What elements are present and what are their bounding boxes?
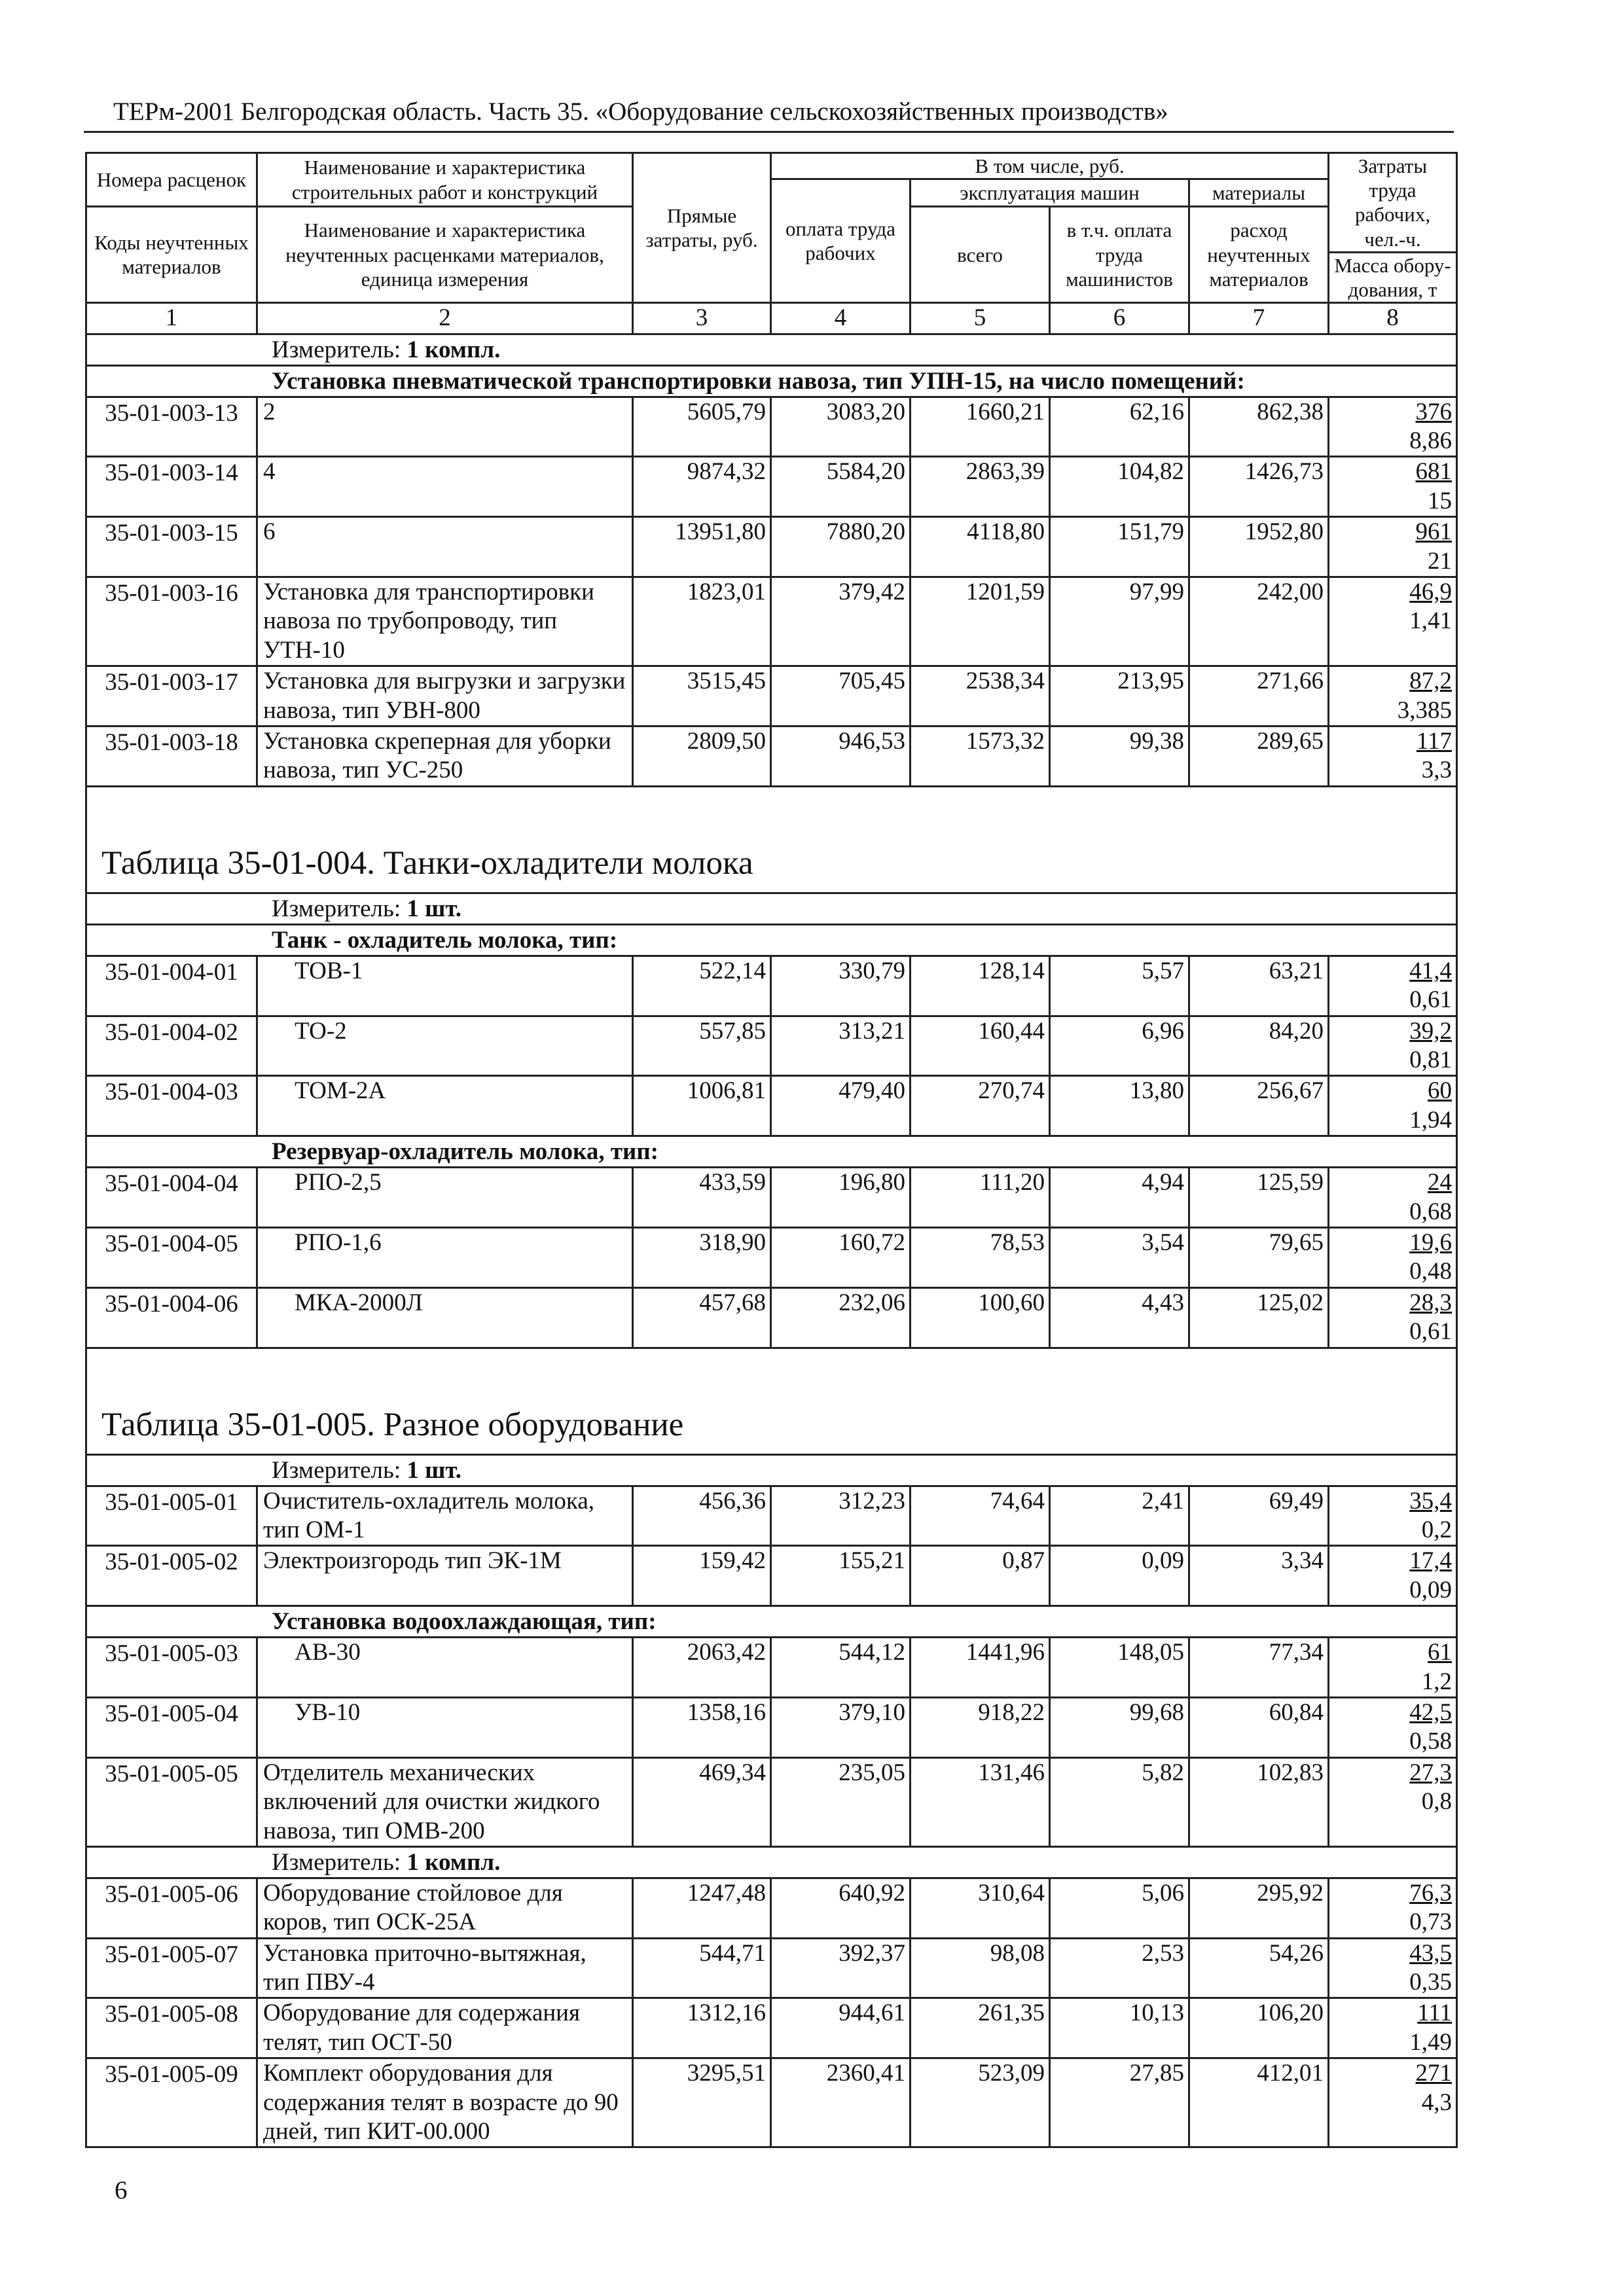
machinist-pay: 97,99 — [1050, 577, 1189, 666]
direct-costs: 469,34 — [633, 1757, 771, 1846]
rate-name: РПО-2,5 — [257, 1168, 633, 1228]
group-heading-row — [86, 365, 1457, 397]
labor-hours-and-mass — [1329, 1168, 1457, 1228]
machines-total: 128,14 — [911, 956, 1050, 1016]
equipment-mass: 1,94 — [1409, 1106, 1453, 1134]
col-equipment-mass-header: Масса обору-дования, т — [1329, 252, 1457, 302]
measure-value: 1 компл. — [406, 1848, 501, 1876]
rate-name: Очиститель-охладитель молока, тип ОМ-1 — [257, 1486, 633, 1546]
labor-pay: 944,61 — [771, 1998, 911, 2058]
rate-row — [86, 517, 1457, 577]
group-heading — [86, 924, 1457, 956]
machines-total: 100,60 — [911, 1287, 1050, 1348]
header-rule — [84, 131, 1454, 133]
labor-hours-and-mass — [1329, 1638, 1457, 1698]
labor-hours: 19,6 — [1409, 1229, 1453, 1256]
machines-total: 98,08 — [911, 1938, 1050, 1998]
labor-pay: 5584,20 — [771, 457, 911, 517]
rate-code: 35-01-005-04 — [86, 1697, 257, 1757]
direct-costs: 159,42 — [633, 1546, 771, 1606]
labor-pay: 379,42 — [771, 577, 911, 666]
machinist-pay: 5,06 — [1050, 1878, 1189, 1938]
labor-hours: 111 — [1417, 2000, 1453, 2027]
equipment-mass: 0,48 — [1409, 1258, 1453, 1285]
rate-row — [86, 1638, 1457, 1698]
direct-costs: 544,71 — [633, 1938, 771, 1998]
direct-costs: 1247,48 — [633, 1878, 771, 1938]
column-number: 5 — [911, 303, 1050, 334]
rate-row — [86, 1168, 1457, 1228]
machinist-pay: 4,94 — [1050, 1168, 1189, 1228]
col-work-name-header: Наименование и характеристика строительных работ и конструкций — [257, 153, 633, 207]
column-number: 6 — [1050, 303, 1189, 334]
rate-row — [86, 1076, 1457, 1136]
measure-cell — [86, 1454, 1457, 1486]
materials: 125,59 — [1189, 1168, 1329, 1228]
machines-total: 1660,21 — [911, 397, 1050, 457]
machinist-pay: 5,82 — [1050, 1757, 1189, 1846]
materials: 79,65 — [1189, 1227, 1329, 1287]
direct-costs: 1823,01 — [633, 577, 771, 666]
labor-pay: 379,10 — [771, 1697, 911, 1757]
rate-row — [86, 1287, 1457, 1348]
labor-pay: 232,06 — [771, 1287, 911, 1348]
direct-costs: 456,36 — [633, 1486, 771, 1546]
labor-pay: 392,37 — [771, 1938, 911, 1998]
equipment-mass: 4,3 — [1421, 2089, 1453, 2116]
rate-row — [86, 1938, 1457, 1998]
equipment-mass: 3,3 — [1421, 757, 1453, 784]
rate-name: ТОВ-1 — [257, 956, 633, 1016]
measure-label: Измеритель: — [272, 336, 407, 363]
materials: 3,34 — [1189, 1546, 1329, 1606]
rate-code: 35-01-003-15 — [86, 517, 257, 577]
equipment-mass: 1,2 — [1421, 1668, 1453, 1695]
rate-row — [86, 1998, 1457, 2058]
direct-costs: 5605,79 — [633, 397, 771, 457]
labor-hours: 76,3 — [1409, 1879, 1453, 1907]
rate-name: Комплект оборудования для содержания телят в возрасте до 90 дней, тип КИТ-00.000 — [257, 2058, 633, 2147]
rate-code: 35-01-004-02 — [86, 1016, 257, 1076]
machinist-pay: 10,13 — [1050, 1998, 1189, 2058]
direct-costs: 13951,80 — [633, 517, 771, 577]
rate-name: Оборудование для содержания телят, тип ОСТ-50 — [257, 1998, 633, 2058]
group-heading-text: Резервуар-охладитель молока, тип: — [272, 1138, 659, 1166]
materials: 63,21 — [1189, 956, 1329, 1016]
column-numbers-row — [86, 303, 1457, 334]
labor-hours: 24 — [1428, 1169, 1453, 1196]
labor-hours: 27,3 — [1409, 1759, 1453, 1786]
machinist-pay: 27,85 — [1050, 2058, 1189, 2147]
rate-row — [86, 2058, 1457, 2147]
direct-costs: 1312,16 — [633, 1998, 771, 2058]
rate-code: 35-01-003-18 — [86, 726, 257, 786]
machines-total: 1573,32 — [911, 726, 1050, 786]
measure-value: 1 шт. — [406, 1456, 462, 1484]
equipment-mass: 8,86 — [1409, 427, 1453, 455]
labor-hours: 28,3 — [1409, 1289, 1453, 1316]
labor-hours-and-mass — [1329, 1227, 1457, 1287]
labor-hours: 43,5 — [1409, 1939, 1453, 1967]
machinist-pay: 148,05 — [1050, 1638, 1189, 1698]
direct-costs: 9874,32 — [633, 457, 771, 517]
machinist-pay: 0,09 — [1050, 1546, 1189, 1606]
equipment-mass: 0,61 — [1409, 986, 1453, 1014]
direct-costs: 3295,51 — [633, 2058, 771, 2147]
labor-hours-and-mass — [1329, 1757, 1457, 1846]
col-direct-costs-header: Прямые затраты, руб. — [633, 153, 771, 303]
rate-row — [86, 1546, 1457, 1606]
machinist-pay: 62,16 — [1050, 397, 1189, 457]
labor-hours: 61 — [1428, 1639, 1453, 1666]
materials: 242,00 — [1189, 577, 1329, 666]
rate-row — [86, 956, 1457, 1016]
direct-costs: 3515,45 — [633, 666, 771, 726]
rate-row — [86, 666, 1457, 726]
col-material-usage-header: расход неучтенных материалов — [1189, 207, 1329, 303]
labor-pay: 479,40 — [771, 1076, 911, 1136]
rate-code: 35-01-003-16 — [86, 577, 257, 666]
rate-code: 35-01-005-08 — [86, 1998, 257, 2058]
direct-costs: 2063,42 — [633, 1638, 771, 1698]
rate-row — [86, 1016, 1457, 1076]
direct-costs: 522,14 — [633, 956, 771, 1016]
machines-total: 74,64 — [911, 1486, 1050, 1546]
equipment-mass: 0,61 — [1409, 1318, 1453, 1346]
materials: 54,26 — [1189, 1938, 1329, 1998]
rate-code: 35-01-003-17 — [86, 666, 257, 726]
materials: 102,83 — [1189, 1757, 1329, 1846]
column-number: 4 — [771, 303, 911, 334]
materials: 1952,80 — [1189, 517, 1329, 577]
machinist-pay: 13,80 — [1050, 1076, 1189, 1136]
rate-row — [86, 1757, 1457, 1846]
materials: 125,02 — [1189, 1287, 1329, 1348]
rate-name: 6 — [257, 517, 633, 577]
col-labor-hours-header: Затраты труда рабочих, чел.-ч. — [1329, 153, 1457, 253]
direct-costs: 318,90 — [633, 1227, 771, 1287]
rate-name: Оборудование стойловое для коров, тип ОСК-25А — [257, 1878, 633, 1938]
running-header: ТЕРм-2001 Белгородская область. Часть 35. «Оборудование сельскохозяйственных производств» — [113, 98, 1168, 126]
rate-name: Электроизгородь тип ЭК-1М — [257, 1546, 633, 1606]
column-number: 3 — [633, 303, 771, 334]
materials: 295,92 — [1189, 1878, 1329, 1938]
machines-total: 160,44 — [911, 1016, 1050, 1076]
machinist-pay: 213,95 — [1050, 666, 1189, 726]
labor-hours-and-mass — [1329, 1076, 1457, 1136]
table-title: Таблица 35-01-005. Разное оборудование — [86, 1348, 1457, 1454]
machinist-pay: 5,57 — [1050, 956, 1189, 1016]
labor-hours: 41,4 — [1409, 957, 1453, 984]
measure-row — [86, 1846, 1457, 1878]
labor-hours-and-mass — [1329, 397, 1457, 457]
equipment-mass: 1,49 — [1409, 2028, 1453, 2056]
machines-total: 4118,80 — [911, 517, 1050, 577]
rate-name: РПО-1,6 — [257, 1227, 633, 1287]
labor-hours: 35,4 — [1409, 1487, 1453, 1515]
rate-name: Установка для выгрузки и загрузки навоза, тип УВН-800 — [257, 666, 633, 726]
machines-total: 2538,34 — [911, 666, 1050, 726]
machinist-pay: 99,68 — [1050, 1697, 1189, 1757]
col-machinist-pay-header: в т.ч. оплата труда машинистов — [1050, 207, 1189, 303]
direct-costs: 457,68 — [633, 1287, 771, 1348]
rate-name: МКА-2000Л — [257, 1287, 633, 1348]
labor-hours-and-mass — [1329, 2058, 1457, 2147]
labor-hours: 46,9 — [1409, 579, 1453, 606]
measure-row — [86, 893, 1457, 924]
rate-row — [86, 1486, 1457, 1546]
labor-hours-and-mass — [1329, 1878, 1457, 1938]
labor-hours: 681 — [1415, 458, 1453, 486]
rate-code: 35-01-003-13 — [86, 397, 257, 457]
labor-hours-and-mass — [1329, 517, 1457, 577]
col-material-names-header: Наименование и характеристика неучтенных расценками материалов, единица измерения — [257, 207, 633, 303]
group-heading-row — [86, 1136, 1457, 1168]
labor-hours: 60 — [1428, 1077, 1453, 1105]
direct-costs: 433,59 — [633, 1168, 771, 1228]
labor-hours: 271 — [1415, 2060, 1453, 2087]
machinist-pay: 99,38 — [1050, 726, 1189, 786]
machinist-pay: 2,53 — [1050, 1938, 1189, 1998]
labor-pay: 155,21 — [771, 1546, 911, 1606]
machines-total: 111,20 — [911, 1168, 1050, 1228]
labor-hours-and-mass — [1329, 1546, 1457, 1606]
equipment-mass: 15 — [1428, 487, 1453, 514]
measure-label: Измеритель: — [272, 1456, 407, 1484]
rate-row — [86, 726, 1457, 786]
col-including-header: В том числе, руб. — [771, 153, 1329, 179]
col-labor-pay-header: оплата труда рабочих — [771, 179, 911, 303]
equipment-mass: 0,35 — [1409, 1969, 1453, 1996]
measure-value: 1 компл. — [406, 336, 501, 363]
rate-code: 35-01-004-01 — [86, 956, 257, 1016]
measure-row — [86, 334, 1457, 365]
labor-hours-and-mass — [1329, 666, 1457, 726]
machines-total: 918,22 — [911, 1697, 1050, 1757]
labor-pay: 705,45 — [771, 666, 911, 726]
direct-costs: 2809,50 — [633, 726, 771, 786]
column-number: 7 — [1189, 303, 1329, 334]
materials: 412,01 — [1189, 2058, 1329, 2147]
materials: 1426,73 — [1189, 457, 1329, 517]
rate-code: 35-01-004-05 — [86, 1227, 257, 1287]
labor-pay: 7880,20 — [771, 517, 911, 577]
labor-hours: 87,2 — [1409, 668, 1453, 695]
direct-costs: 1006,81 — [633, 1076, 771, 1136]
materials: 69,49 — [1189, 1486, 1329, 1546]
labor-hours-and-mass — [1329, 1697, 1457, 1757]
materials: 862,38 — [1189, 397, 1329, 457]
measure-row — [86, 1454, 1457, 1486]
direct-costs: 1358,16 — [633, 1697, 771, 1757]
labor-pay: 235,05 — [771, 1757, 911, 1846]
rate-name: УВ-10 — [257, 1697, 633, 1757]
machines-total: 270,74 — [911, 1076, 1050, 1136]
labor-pay: 312,23 — [771, 1486, 911, 1546]
equipment-mass: 0,73 — [1409, 1909, 1453, 1936]
labor-hours: 376 — [1415, 398, 1453, 425]
equipment-mass: 0,81 — [1409, 1047, 1453, 1074]
col-machines-total-header: всего — [911, 207, 1050, 303]
labor-hours-and-mass — [1329, 1998, 1457, 2058]
labor-pay: 196,80 — [771, 1168, 911, 1228]
labor-hours: 961 — [1415, 518, 1453, 546]
col-machines-header: эксплуатация машин — [911, 179, 1189, 207]
col-rate-number-header: Номера расценок — [86, 153, 257, 207]
labor-pay: 640,92 — [771, 1878, 911, 1938]
measure-value: 1 шт. — [406, 895, 462, 922]
machines-total: 261,35 — [911, 1998, 1050, 2058]
materials: 289,65 — [1189, 726, 1329, 786]
machines-total: 310,64 — [911, 1878, 1050, 1938]
rate-name: АВ-30 — [257, 1638, 633, 1698]
rate-code: 35-01-005-07 — [86, 1938, 257, 1998]
equipment-mass: 0,8 — [1421, 1788, 1453, 1816]
machinist-pay: 104,82 — [1050, 457, 1189, 517]
machines-total: 523,09 — [911, 2058, 1050, 2147]
labor-hours: 17,4 — [1409, 1547, 1453, 1575]
labor-hours-and-mass — [1329, 1486, 1457, 1546]
rates-table — [85, 152, 1458, 2148]
col-material-codes-header: Коды неучтенных материалов — [86, 207, 257, 303]
machines-total: 1441,96 — [911, 1638, 1050, 1698]
rate-name: ТО-2 — [257, 1016, 633, 1076]
labor-pay: 946,53 — [771, 726, 911, 786]
machinist-pay: 2,41 — [1050, 1486, 1189, 1546]
machinist-pay: 6,96 — [1050, 1016, 1189, 1076]
rate-code: 35-01-004-03 — [86, 1076, 257, 1136]
machines-total: 1201,59 — [911, 577, 1050, 666]
rate-code: 35-01-005-05 — [86, 1757, 257, 1846]
materials: 77,34 — [1189, 1638, 1329, 1698]
rate-code: 35-01-005-09 — [86, 2058, 257, 2147]
rates-table-area — [85, 152, 1456, 2148]
page-number: 6 — [115, 2176, 128, 2204]
column-number: 1 — [86, 303, 257, 334]
rate-code: 35-01-005-01 — [86, 1486, 257, 1546]
labor-hours-and-mass — [1329, 457, 1457, 517]
machines-total: 2863,39 — [911, 457, 1050, 517]
machinist-pay: 4,43 — [1050, 1287, 1189, 1348]
measure-cell — [86, 1846, 1457, 1878]
equipment-mass: 21 — [1428, 547, 1453, 575]
rate-code: 35-01-004-04 — [86, 1168, 257, 1228]
labor-pay: 330,79 — [771, 956, 911, 1016]
rate-name: ТОМ-2А — [257, 1076, 633, 1136]
labor-pay: 2360,41 — [771, 2058, 911, 2147]
labor-hours-and-mass — [1329, 1016, 1457, 1076]
labor-hours: 39,2 — [1409, 1017, 1453, 1045]
col-materials-header: материалы — [1189, 179, 1329, 207]
rate-name: Отделитель механических включений для очистки жидкого навоза, тип ОМВ-200 — [257, 1757, 633, 1846]
rate-name: 4 — [257, 457, 633, 517]
labor-hours-and-mass — [1329, 577, 1457, 666]
group-heading-row — [86, 1606, 1457, 1638]
equipment-mass: 3,385 — [1397, 696, 1453, 724]
materials: 60,84 — [1189, 1697, 1329, 1757]
labor-hours-and-mass — [1329, 956, 1457, 1016]
machines-total: 0,87 — [911, 1546, 1050, 1606]
direct-costs: 557,85 — [633, 1016, 771, 1076]
rate-code: 35-01-005-03 — [86, 1638, 257, 1698]
equipment-mass: 0,09 — [1409, 1576, 1453, 1604]
labor-hours-and-mass — [1329, 1287, 1457, 1348]
group-heading-text: Установка пневматической транспортировки навоза, тип УПН-15, на число помещений: — [272, 367, 1245, 395]
column-number: 8 — [1329, 303, 1457, 334]
labor-pay: 160,72 — [771, 1227, 911, 1287]
group-heading — [86, 365, 1457, 397]
rate-row — [86, 1697, 1457, 1757]
machines-total: 78,53 — [911, 1227, 1050, 1287]
rate-name: Установка скреперная для уборки навоза, тип УС-250 — [257, 726, 633, 786]
rate-name: Установка для транспортировки навоза по трубопроводу, тип УТН-10 — [257, 577, 633, 666]
materials: 84,20 — [1189, 1016, 1329, 1076]
rate-row — [86, 1878, 1457, 1938]
rate-row — [86, 577, 1457, 666]
rate-row — [86, 457, 1457, 517]
rate-code: 35-01-005-06 — [86, 1878, 257, 1938]
equipment-mass: 0,2 — [1421, 1516, 1453, 1544]
table-title-row — [86, 786, 1457, 893]
group-heading-text: Танк - охладитель молока, тип: — [272, 926, 618, 954]
materials: 271,66 — [1189, 666, 1329, 726]
column-number: 2 — [257, 303, 633, 334]
measure-label: Измеритель: — [272, 895, 407, 922]
machines-total: 131,46 — [911, 1757, 1050, 1846]
equipment-mass: 1,41 — [1409, 607, 1453, 635]
table-title: Таблица 35-01-004. Танки-охладители молока — [86, 786, 1457, 893]
labor-hours-and-mass — [1329, 1938, 1457, 1998]
rate-name: 2 — [257, 397, 633, 457]
labor-hours: 42,5 — [1409, 1698, 1453, 1726]
group-heading-row — [86, 924, 1457, 956]
machinist-pay: 151,79 — [1050, 517, 1189, 577]
labor-hours-and-mass — [1329, 726, 1457, 786]
measure-cell — [86, 334, 1457, 365]
equipment-mass: 0,68 — [1409, 1198, 1453, 1225]
rate-name: Установка приточно-вытяжная, тип ПВУ-4 — [257, 1938, 633, 1998]
rate-code: 35-01-003-14 — [86, 457, 257, 517]
labor-pay: 3083,20 — [771, 397, 911, 457]
labor-pay: 544,12 — [771, 1638, 911, 1698]
group-heading-text: Установка водоохлаждающая, тип: — [272, 1608, 657, 1636]
group-heading — [86, 1606, 1457, 1638]
equipment-mass: 0,58 — [1409, 1728, 1453, 1755]
group-heading — [86, 1136, 1457, 1168]
rate-code: 35-01-005-02 — [86, 1546, 257, 1606]
materials: 256,67 — [1189, 1076, 1329, 1136]
labor-pay: 313,21 — [771, 1016, 911, 1076]
measure-label: Измеритель: — [272, 1848, 407, 1876]
rate-row — [86, 1227, 1457, 1287]
rate-row — [86, 397, 1457, 457]
rate-code: 35-01-004-06 — [86, 1287, 257, 1348]
measure-cell — [86, 893, 1457, 924]
machinist-pay: 3,54 — [1050, 1227, 1189, 1287]
materials: 106,20 — [1189, 1998, 1329, 2058]
labor-hours: 117 — [1416, 727, 1453, 755]
table-title-row — [86, 1348, 1457, 1454]
